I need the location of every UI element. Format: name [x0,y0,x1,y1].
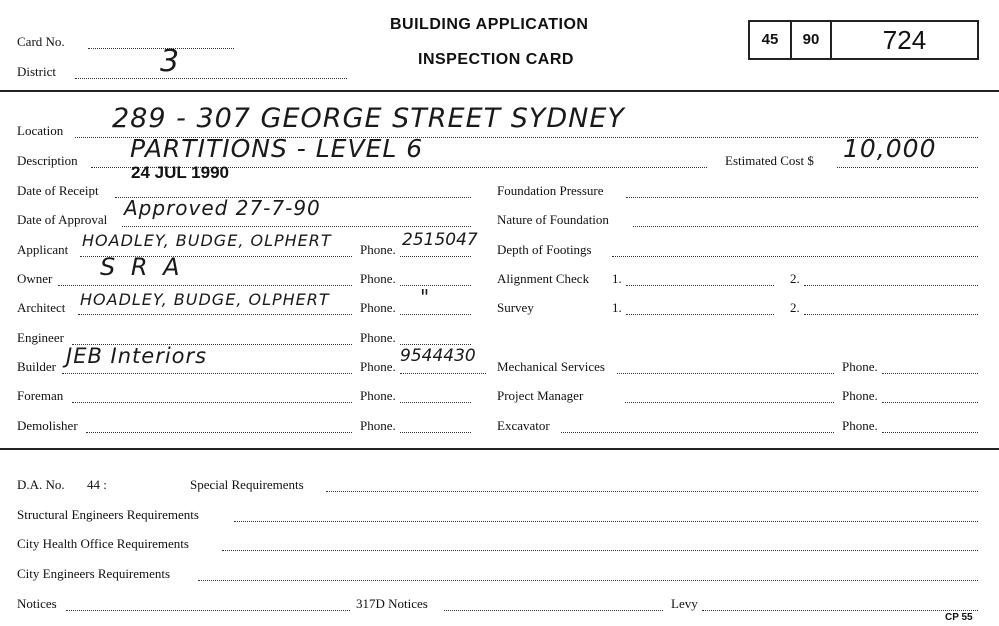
estimated-cost-label: Estimated Cost $ [725,153,814,168]
location-label: Location [17,123,64,138]
demolisher-phone-field [400,432,471,433]
city-engineers-requirements-label: City Engineers Requirements [17,566,171,581]
survey-1-label: 1. [612,300,622,315]
survey-2-label: 2. [790,300,800,315]
builder-label: Builder [17,359,56,374]
health-requirements-label: City Health Office Requirements [17,536,189,551]
foreman-label: Foreman [17,388,64,403]
engineer-label: Engineer [17,330,64,345]
excavator-label: Excavator [497,418,550,433]
excavator-phone-label: Phone. [842,418,878,433]
structural-requirements-field [234,521,978,522]
owner-phone-field [400,285,471,286]
builder-phone-label: Phone. [360,359,396,374]
project-manager-field [625,402,834,403]
date-approval-field [122,226,471,227]
survey-2-field [804,314,978,315]
special-requirements-field [326,491,978,492]
alignment-check-2-field [804,285,978,286]
requirements-divider [0,448,999,450]
survey-label: Survey [497,300,534,315]
alignment-check-1-field [626,285,774,286]
district-label: District [17,64,56,79]
applicant-phone-value: 2515047 [402,230,478,250]
notices-field [66,610,350,611]
demolisher-phone-label: Phone. [360,418,396,433]
mechanical-services-field [617,373,834,374]
header-divider [0,90,999,92]
da-no-value: 44 : [87,477,107,492]
district-value: 3 [160,44,181,79]
engineer-phone-label: Phone. [360,330,396,345]
description-label: Description [17,153,78,168]
estimated-cost-value: 10,000 [843,134,937,163]
engineer-phone-field [400,344,471,345]
project-manager-label: Project Manager [497,388,584,403]
levy-label: Levy [671,596,698,611]
applicant-value: HOADLEY, BUDGE, OLPHERT [82,231,332,250]
levy-field [702,610,978,611]
project-manager-phone-field [882,402,978,403]
architect-value: HOADLEY, BUDGE, OLPHERT [80,290,330,309]
special-requirements-label: Special Requirements [190,477,304,492]
date-approval-label: Date of Approval [17,212,108,227]
architect-field [78,314,352,315]
nature-foundation-label: Nature of Foundation [497,212,609,227]
foundation-pressure-label: Foundation Pressure [497,183,604,198]
date-receipt-label: Date of Receipt [17,183,99,198]
foreman-field [72,402,352,403]
date-receipt-stamp: 24 JUL 1990 [131,163,229,182]
title-line-1: BUILDING APPLICATION [390,16,589,33]
architect-label: Architect [17,300,66,315]
applicant-phone-label: Phone. [360,242,396,257]
owner-value: S R A [100,253,184,281]
location-value: 289 - 307 GEORGE STREET SYDNEY [112,103,625,134]
title-line-2: INSPECTION CARD [418,51,574,68]
builder-phone-field [400,373,486,374]
builder-phone-value: 9544430 [400,346,476,366]
notices-317d-label: 317D Notices [356,596,428,611]
builder-field [62,373,352,374]
card-number-box-b: 90 [802,31,820,48]
foundation-pressure-field [626,197,978,198]
owner-phone-label: Phone. [360,271,396,286]
mechanical-phone-label: Phone. [842,359,878,374]
architect-phone-value: " [420,285,431,309]
survey-1-field [626,314,774,315]
mechanical-services-label: Mechanical Services [497,359,605,374]
project-manager-phone-label: Phone. [842,388,878,403]
form-code: CP 55 [945,612,973,623]
alignment-check-2-label: 2. [790,271,800,286]
da-no-label: D.A. No. [17,477,65,492]
estimated-cost-field [837,167,978,168]
mechanical-phone-field [882,373,978,374]
foreman-phone-label: Phone. [360,388,396,403]
health-requirements-field [222,550,978,551]
description-value: PARTITIONS - LEVEL 6 [130,134,424,163]
depth-footings-field [612,256,978,257]
alignment-check-label: Alignment Check [497,271,590,286]
architect-phone-field [400,314,471,315]
applicant-label: Applicant [17,242,69,257]
city-engineers-requirements-field [198,580,978,581]
owner-label: Owner [17,271,53,286]
date-approval-value: Approved 27-7-90 [124,196,321,220]
applicant-phone-field [400,256,471,257]
card-number-box-a: 45 [761,31,779,48]
alignment-check-1-label: 1. [612,271,622,286]
card-no-label: Card No. [17,34,65,49]
district-field [75,78,347,79]
excavator-phone-field [882,432,978,433]
demolisher-label: Demolisher [17,418,78,433]
notices-label: Notices [17,596,57,611]
card-number-box [748,20,979,60]
card-number-box-c: 724 [882,25,927,55]
owner-field [58,285,352,286]
notices-317d-field [444,610,663,611]
demolisher-field [86,432,352,433]
excavator-field [561,432,834,433]
nature-foundation-field [633,226,978,227]
builder-value: JEB Interiors [66,344,208,368]
depth-footings-label: Depth of Footings [497,242,592,257]
architect-phone-label: Phone. [360,300,396,315]
structural-requirements-label: Structural Engineers Requirements [17,507,199,522]
foreman-phone-field [400,402,471,403]
